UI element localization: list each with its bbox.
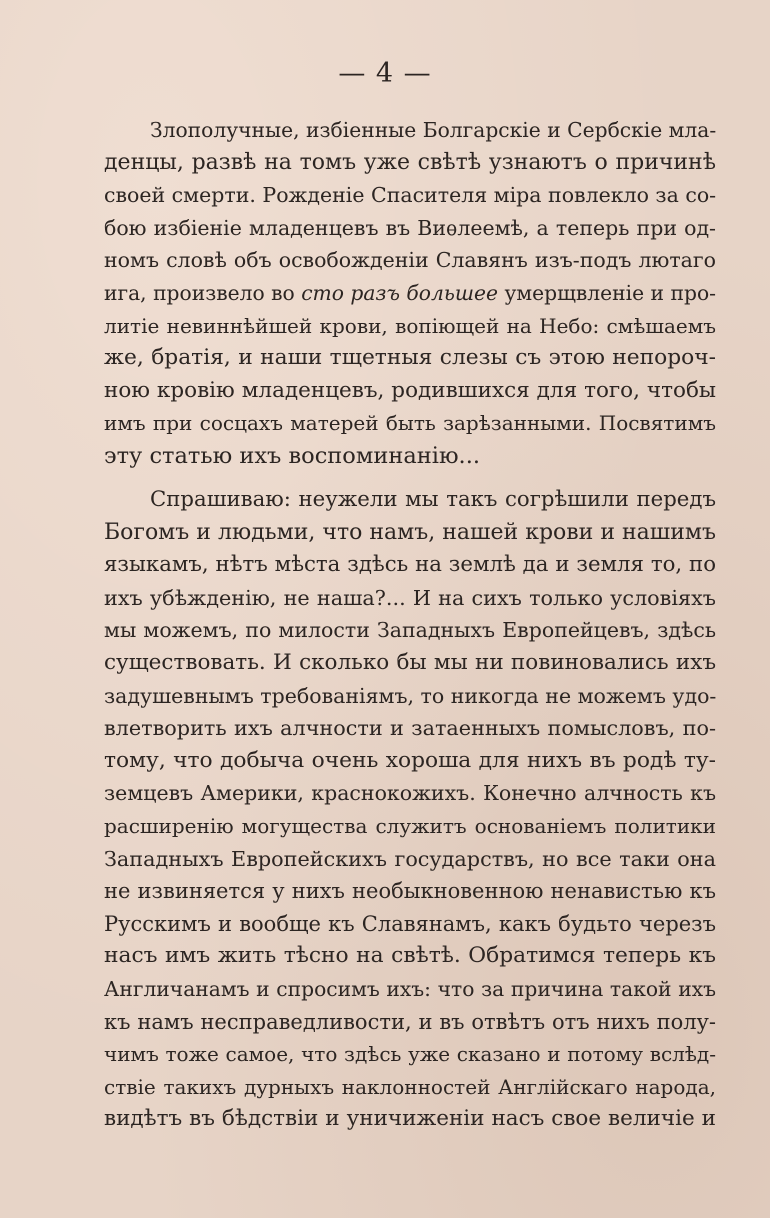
text-line: Злополучные, избіенные Болгарскіе и Сербскіе мла- (150, 118, 717, 142)
text-line: бою избіеніе младенцевъ въ Виѳлеемѣ, а теперь при од- (104, 215, 716, 240)
text-line-with-italic (104, 277, 716, 310)
text-line: Богомъ и людьми, что намъ, нашей крови и нашимъ (104, 519, 716, 545)
text-line: влетворить ихъ алчности и затаенныхъ помысловъ, по- (104, 716, 716, 741)
text-line: ствіе такихъ дурныхъ наклонностей Англійскаго народа, (104, 1074, 716, 1099)
text-line: литіе невиннѣйшей крови, вопіющей на Небо: смѣшаемъ (104, 313, 716, 338)
text-line: Спрашиваю: неужели мы такъ согрѣшили передъ (150, 487, 716, 512)
text-line: ною кровію младенцевъ, родившихся для того, чтобы (104, 377, 716, 403)
text-line: чимъ тоже самое, что здѣсь уже сказано и потому вслѣд- (104, 1042, 716, 1067)
text-line: ихъ убѣжденію, не наша?... И на сихъ только условіяхъ (104, 585, 716, 610)
text-line: видѣтъ въ бѣдствіи и уничиженіи насъ свое величіе и (104, 1106, 716, 1132)
text-line: денцы, развѣ на томъ уже свѣтѣ узнаютъ о причинѣ (104, 149, 716, 175)
text-line: не извиняется у нихъ необыкновенною ненавистью къ (104, 879, 716, 904)
page-number: — 4 — (338, 58, 432, 89)
text-line: задушевнымъ требованіямъ, то никогда не можемъ удо- (104, 683, 717, 708)
text-line: имъ при сосцахъ матерей быть зарѣзанными. Посвятимъ (104, 411, 716, 436)
text-line: же, братія, и наши тщетныя слезы съ этою непороч- (104, 345, 716, 371)
paragraph-2 (104, 484, 716, 1136)
text-line: эту статью ихъ воспоминанію... (104, 442, 480, 469)
text-line: своей смерти. Рожденіе Спасителя міра повлекло за со- (104, 183, 717, 208)
text-line: земцевъ Америки, краснокожихъ. Конечно алчность къ (104, 781, 716, 806)
text-segment: умерщвленіе и про- (498, 280, 716, 305)
text-segment: ига, произвело во (104, 280, 302, 305)
text-line: расширенію могущества служитъ основаніемъ политики (104, 813, 716, 838)
paragraph-1 (104, 114, 716, 473)
text-line: существовать. И сколько бы мы ни повиновались ихъ (104, 649, 716, 675)
text-line: тому, что добыча очень хороша для нихъ въ родѣ ту- (104, 747, 716, 773)
text-line: языкамъ, нѣтъ мѣста здѣсь на землѣ да и земля то, по (104, 552, 716, 578)
text-line: Западныхъ Европейскихъ государствъ, но все таки она (104, 846, 716, 871)
text-line: Русскимъ и вообще къ Славянамъ, какъ будьто черезъ (104, 911, 716, 936)
text-line: Англичанамъ и спросимъ ихъ: что за причина такой ихъ (104, 976, 716, 1001)
italic-emphasis: сто разъ большее (301, 280, 499, 305)
text-line: мы можемъ, по милости Западныхъ Европейцевъ, здѣсь (104, 618, 716, 643)
text-line: номъ словѣ объ освобожденіи Славянъ изъ-подъ лютаго (104, 248, 716, 273)
text-line: къ намъ несправедливости, и въ отвѣтъ отъ нихъ полу- (104, 1009, 716, 1034)
text-line: насъ имъ жить тѣсно на свѣтѣ. Обратимся теперь къ (104, 943, 716, 969)
